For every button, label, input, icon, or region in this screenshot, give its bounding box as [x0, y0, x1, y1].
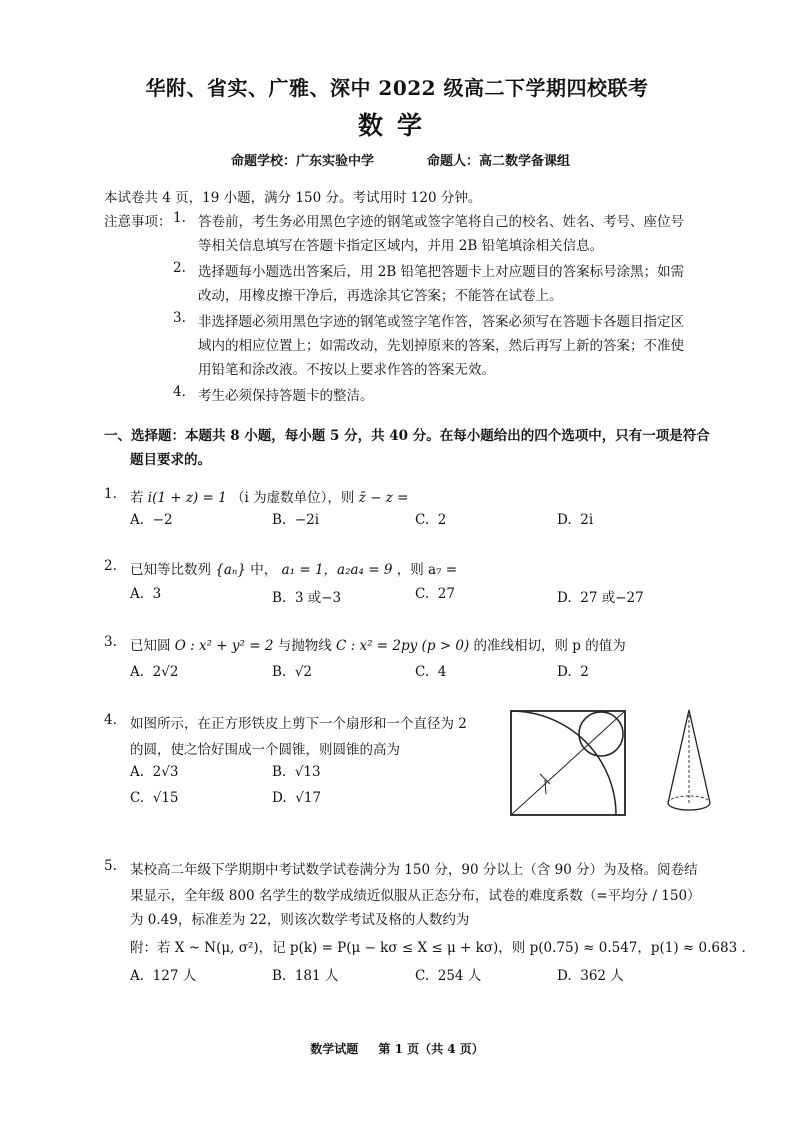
option-b: B. 181 人 [272, 968, 339, 984]
stem-math: z̄ − z = [358, 490, 409, 506]
question-stem [130, 634, 626, 654]
note-line: 答卷前，考生务必用黑色字迹的钢笔或签字笔将自己的校名、姓名、考号、座位号 [198, 214, 684, 230]
question-stem: 果显示，全年级 800 名学生的数学成绩近似服从正态分布，试卷的难度系数（=平均分 / 150） [130, 888, 701, 904]
question-stem: 为 0.49，标准差为 22，则该次数学考试及格的人数约为 [130, 912, 470, 928]
stem-math: C : x² = 2py (p > 0) [336, 638, 470, 654]
option-a: A. 2√3 [130, 764, 179, 780]
question-stem: 某校高二年级下学期期中考试数学试卷满分为 150 分，90 分以上（含 90 分）为及格。阅卷结 [130, 862, 698, 878]
note-line: 等相关信息填写在答题卡指定区域内，并用 2B 铅笔填涂相关信息。 [198, 238, 604, 254]
question-number: 4. [104, 712, 117, 728]
question-stem [130, 486, 408, 506]
note-line: 选择题每小题选出答案后，用 2B 铅笔把答题卡上对应题目的答案标号涂黑；如需 [198, 264, 685, 280]
setter-author: 命题人：高二数学备课组 [427, 154, 571, 169]
stem-text: ，则 a₇ = [396, 562, 458, 578]
stem-math: a₁ = 1，a₂a₄ = 9 [281, 562, 393, 578]
stem-text: 若 [130, 490, 144, 506]
setter-school: 命题学校：广东实验中学 [231, 154, 375, 169]
notice-label: 注意事项： [104, 214, 172, 230]
note-line: 考生必须保持答题卡的整洁。 [198, 388, 374, 404]
option-d: D. 27 或−27 [557, 590, 644, 606]
note-line: 改动，用橡皮擦干净后，再选涂其它答案；不能答在试卷上。 [198, 288, 563, 304]
exam-title: 华附、省实、广雅、深中 2022 级高二下学期四校联考 [145, 76, 649, 100]
section-heading: 一、选择题：本题共 8 小题，每小题 5 分，共 40 分。在每小题给出的四个选项中，只有一项是符合 [104, 428, 710, 444]
question-stem [130, 558, 457, 578]
page-footer [0, 1040, 794, 1057]
note-number: 4. [173, 384, 186, 400]
option-b: B. 3 或−3 [272, 590, 342, 606]
option-c: C. 27 [415, 586, 455, 602]
stem-text: 中， [250, 562, 278, 578]
stem-math: i(1 + z) = 1 [147, 490, 227, 506]
cone-side [668, 710, 689, 803]
question-number: 5. [104, 858, 117, 874]
question-appendix: 附：若 X ~ N(μ, σ²)，记 p(k) = P(μ − kσ ≤ X ≤ μ + kσ)，则 p(0.75) ≈ 0.547，p(1) ≈ 0.683 . [130, 940, 746, 956]
stem-math: O : x² + y² = 2 [174, 638, 274, 654]
option-d: D. 2 [557, 664, 589, 680]
note-number: 2. [173, 260, 186, 276]
section-heading: 题目要求的。 [130, 452, 211, 468]
option-a: A. −2 [130, 512, 173, 528]
cone-base-front [668, 803, 710, 810]
option-c: C. 2 [415, 512, 447, 528]
note-line: 域内的相应位置上；如需改动，先划掉原来的答案，然后再写上新的答案；不准使 [198, 338, 684, 354]
option-b: B. −2i [272, 512, 320, 528]
stem-text: 已知圆 [130, 638, 171, 654]
diagonal-line [511, 711, 625, 815]
sector-arc [511, 711, 616, 815]
stem-text: 已知等比数列 [130, 562, 211, 578]
footer-page: 第 1 页（共 4 页） [378, 1042, 484, 1056]
question-stem: 如图所示，在正方形铁皮上剪下一个扇形和一个直径为 2 [130, 716, 467, 732]
question-stem: 的圆，使之恰好围成一个圆锥，则圆锥的高为 [130, 742, 400, 758]
option-c: C. 254 人 [415, 968, 482, 984]
footer-name: 数学试题 [310, 1042, 359, 1056]
stem-text: 与抛物线 [277, 638, 332, 654]
exam-summary: 本试卷共 4 页，19 小题，满分 150 分。考试用时 120 分钟。 [104, 190, 482, 206]
option-d: D. 362 人 [557, 968, 624, 984]
tick-mark [545, 780, 546, 794]
note-number: 1. [173, 210, 186, 226]
option-b: B. √13 [272, 764, 321, 780]
option-a: A. 2√2 [130, 664, 179, 680]
option-d: D. 2i [557, 512, 594, 528]
stem-text: 的准线相切，则 p 的值为 [473, 638, 626, 654]
question-number: 2. [104, 558, 117, 574]
note-line: 非选择题必须用黑色字迹的钢笔或签字笔作答，答案必须写在答题卡各题目指定区 [198, 314, 684, 330]
cone-side [689, 710, 710, 803]
stem-text: （i 为虚数单位），则 [231, 490, 355, 506]
square-sector-figure [508, 708, 630, 820]
option-c: C. √15 [130, 790, 179, 806]
option-a: A. 3 [130, 586, 162, 602]
question-number: 1. [104, 486, 117, 502]
subject-title: 数学 [357, 111, 436, 140]
option-b: B. √2 [272, 664, 313, 680]
option-d: D. √17 [272, 790, 322, 806]
cone-figure [664, 706, 714, 818]
stem-math: {aₙ} [215, 562, 246, 578]
note-number: 3. [173, 310, 186, 326]
question-number: 3. [104, 634, 117, 650]
option-c: C. 4 [415, 664, 447, 680]
note-line: 用铅笔和涂改液。不按以上要求作答的答案无效。 [198, 362, 495, 378]
option-a: A. 127 人 [130, 968, 197, 984]
